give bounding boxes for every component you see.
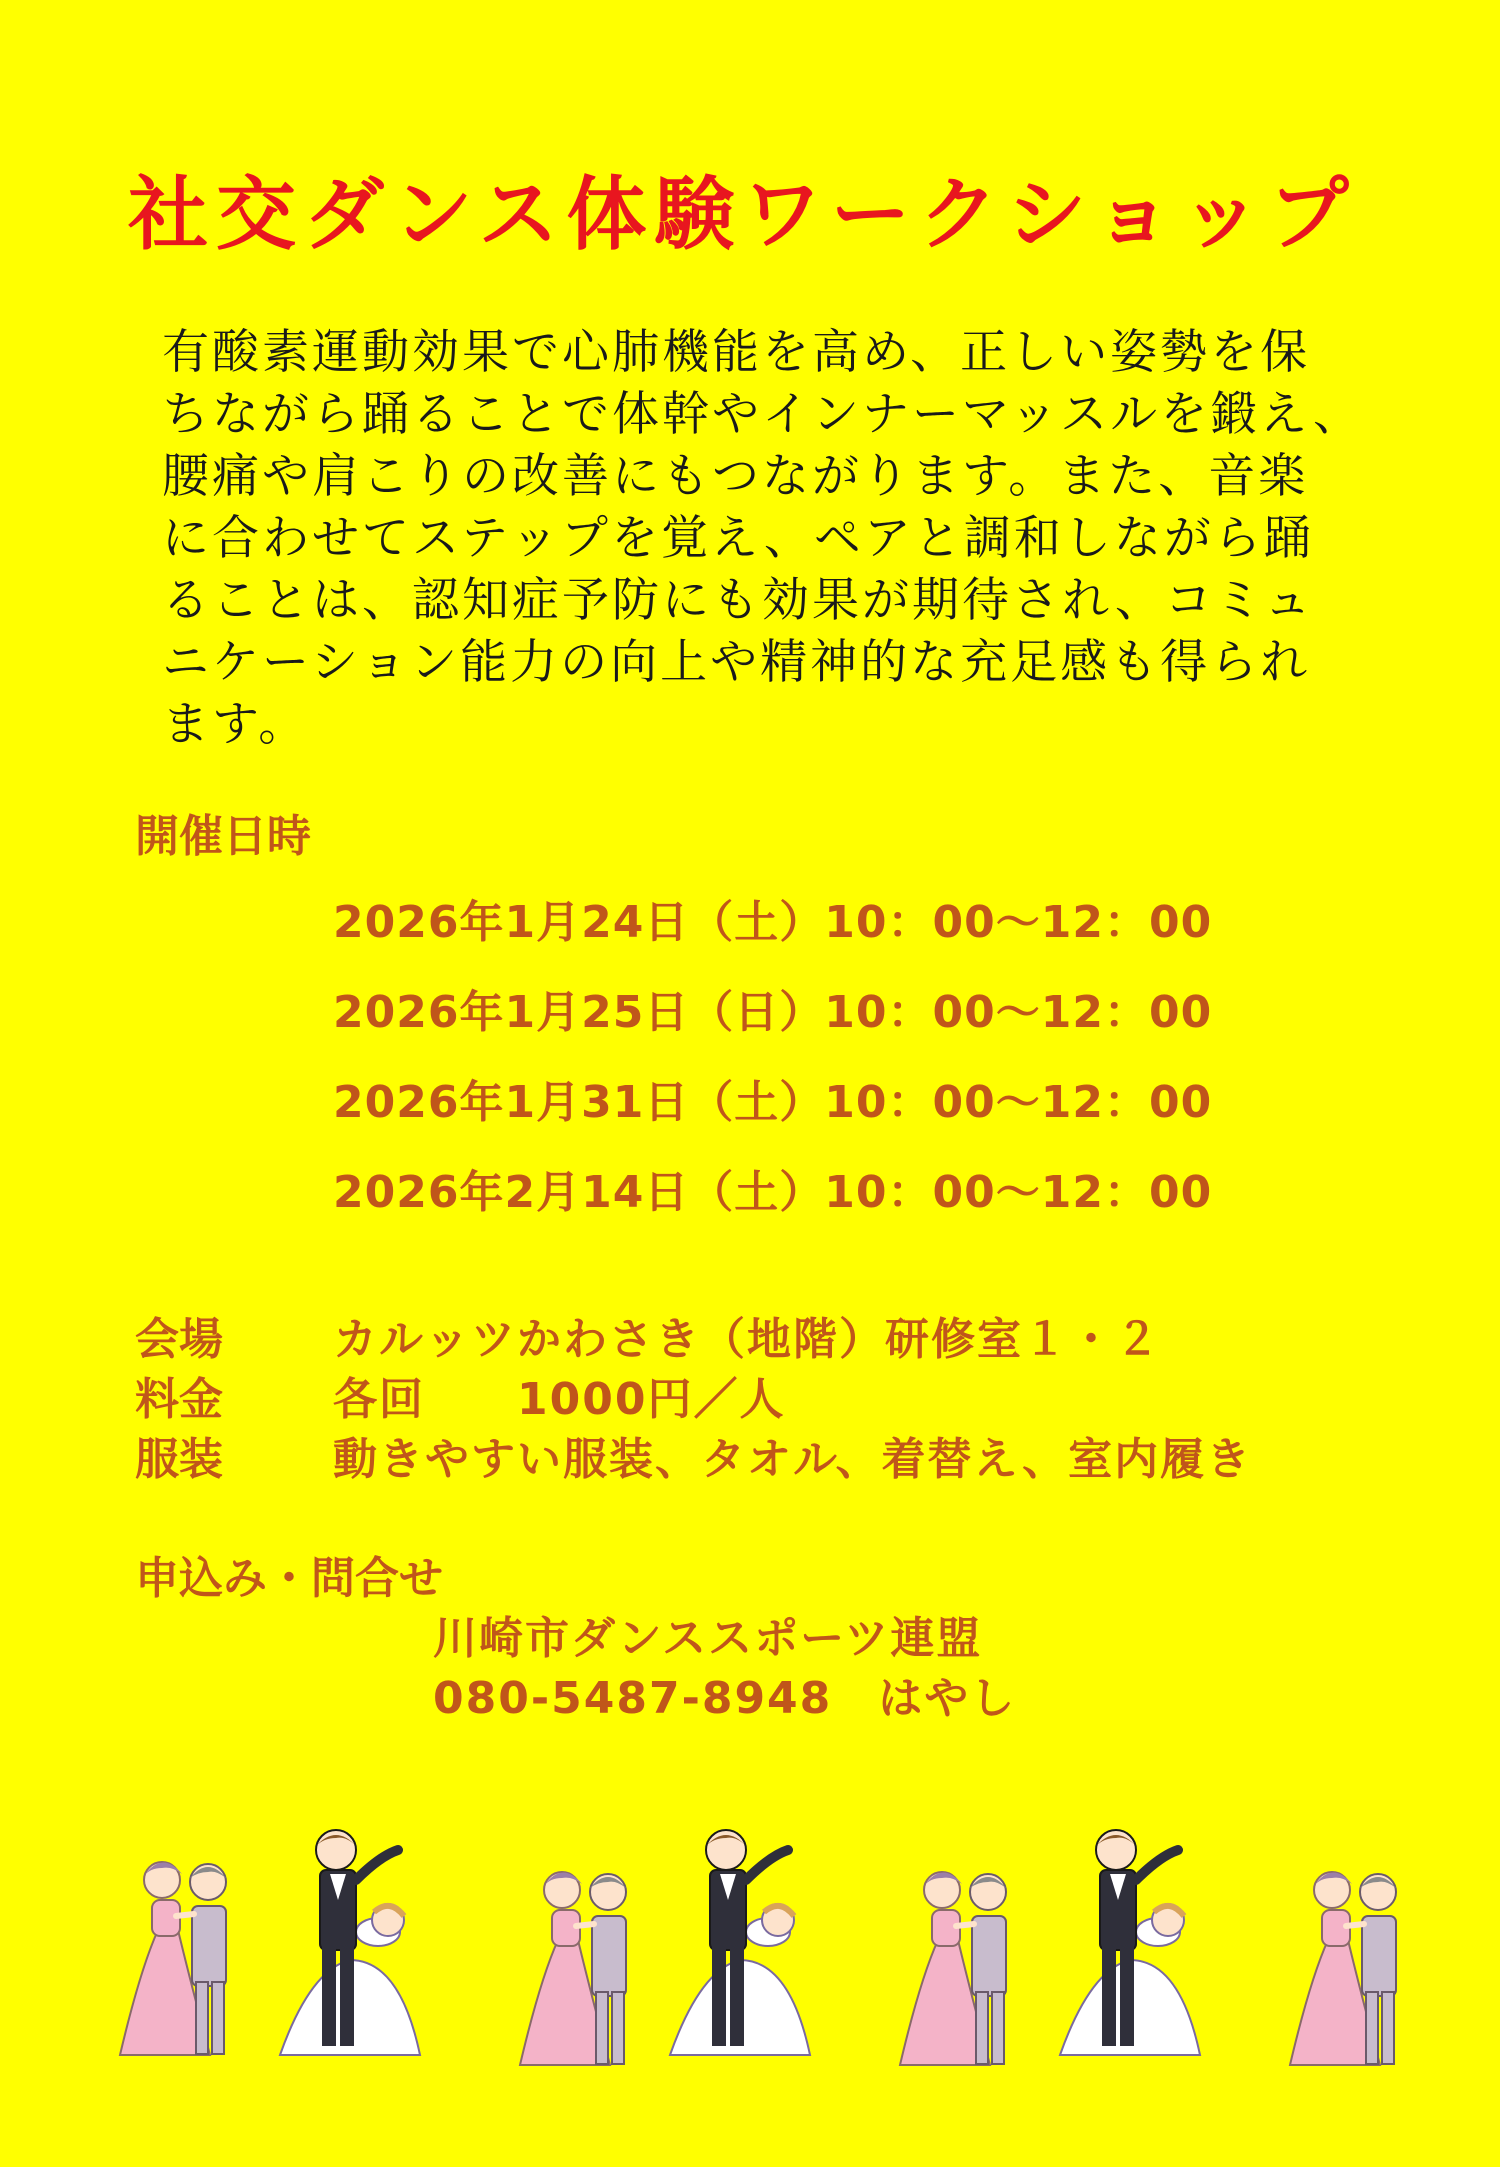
dancers-illustration xyxy=(100,1820,1430,2070)
schedule-date: 2026年1月24日（土）10：00～12：00 xyxy=(333,897,1213,948)
intro-text xyxy=(162,322,1362,756)
contact-phone: 080-5487-8948 はやし xyxy=(433,1673,1017,1724)
venue-value: カルッツかわさき（地階）研修室１・２ xyxy=(333,1314,1161,1365)
schedule-date: 2026年1月31日（土）10：00～12：00 xyxy=(333,1077,1213,1128)
intro-line: ちながら踊ることで体幹やインナーマッスルを鍛え、 xyxy=(162,387,1363,442)
intro-line: ます。 xyxy=(162,697,309,752)
fee-value: 各回 1000円／人 xyxy=(333,1374,786,1425)
venue-label: 会場 xyxy=(135,1314,223,1365)
contact-org: 川崎市ダンススポーツ連盟 xyxy=(433,1613,983,1664)
intro-line: ニケーション能力の向上や精神的な充足感も得られ xyxy=(162,635,1311,690)
schedule-label: 開催日時 xyxy=(135,811,311,862)
attire-value: 動きやすい服装、タオル、着替え、室内履き xyxy=(333,1434,1253,1485)
contact-label: 申込み・問合せ xyxy=(135,1553,443,1604)
intro-line: ることは、認知症予防にも効果が期待され、コミュ xyxy=(162,573,1314,628)
page-title: 社交ダンス体験ワークショップ xyxy=(128,167,1357,261)
attire-label: 服装 xyxy=(135,1434,223,1485)
intro-line: 有酸素運動効果で心肺機能を高め、正しい姿勢を保 xyxy=(162,325,1311,380)
schedule-date: 2026年2月14日（土）10：00～12：00 xyxy=(333,1167,1213,1218)
intro-line: に合わせてステップを覚え、ペアと調和しながら踊 xyxy=(162,511,1314,566)
intro-line: 腰痛や肩こりの改善にもつながります。また、音楽 xyxy=(162,449,1309,504)
schedule-date: 2026年1月25日（日）10：00～12：00 xyxy=(333,987,1213,1038)
fee-label: 料金 xyxy=(135,1374,223,1425)
